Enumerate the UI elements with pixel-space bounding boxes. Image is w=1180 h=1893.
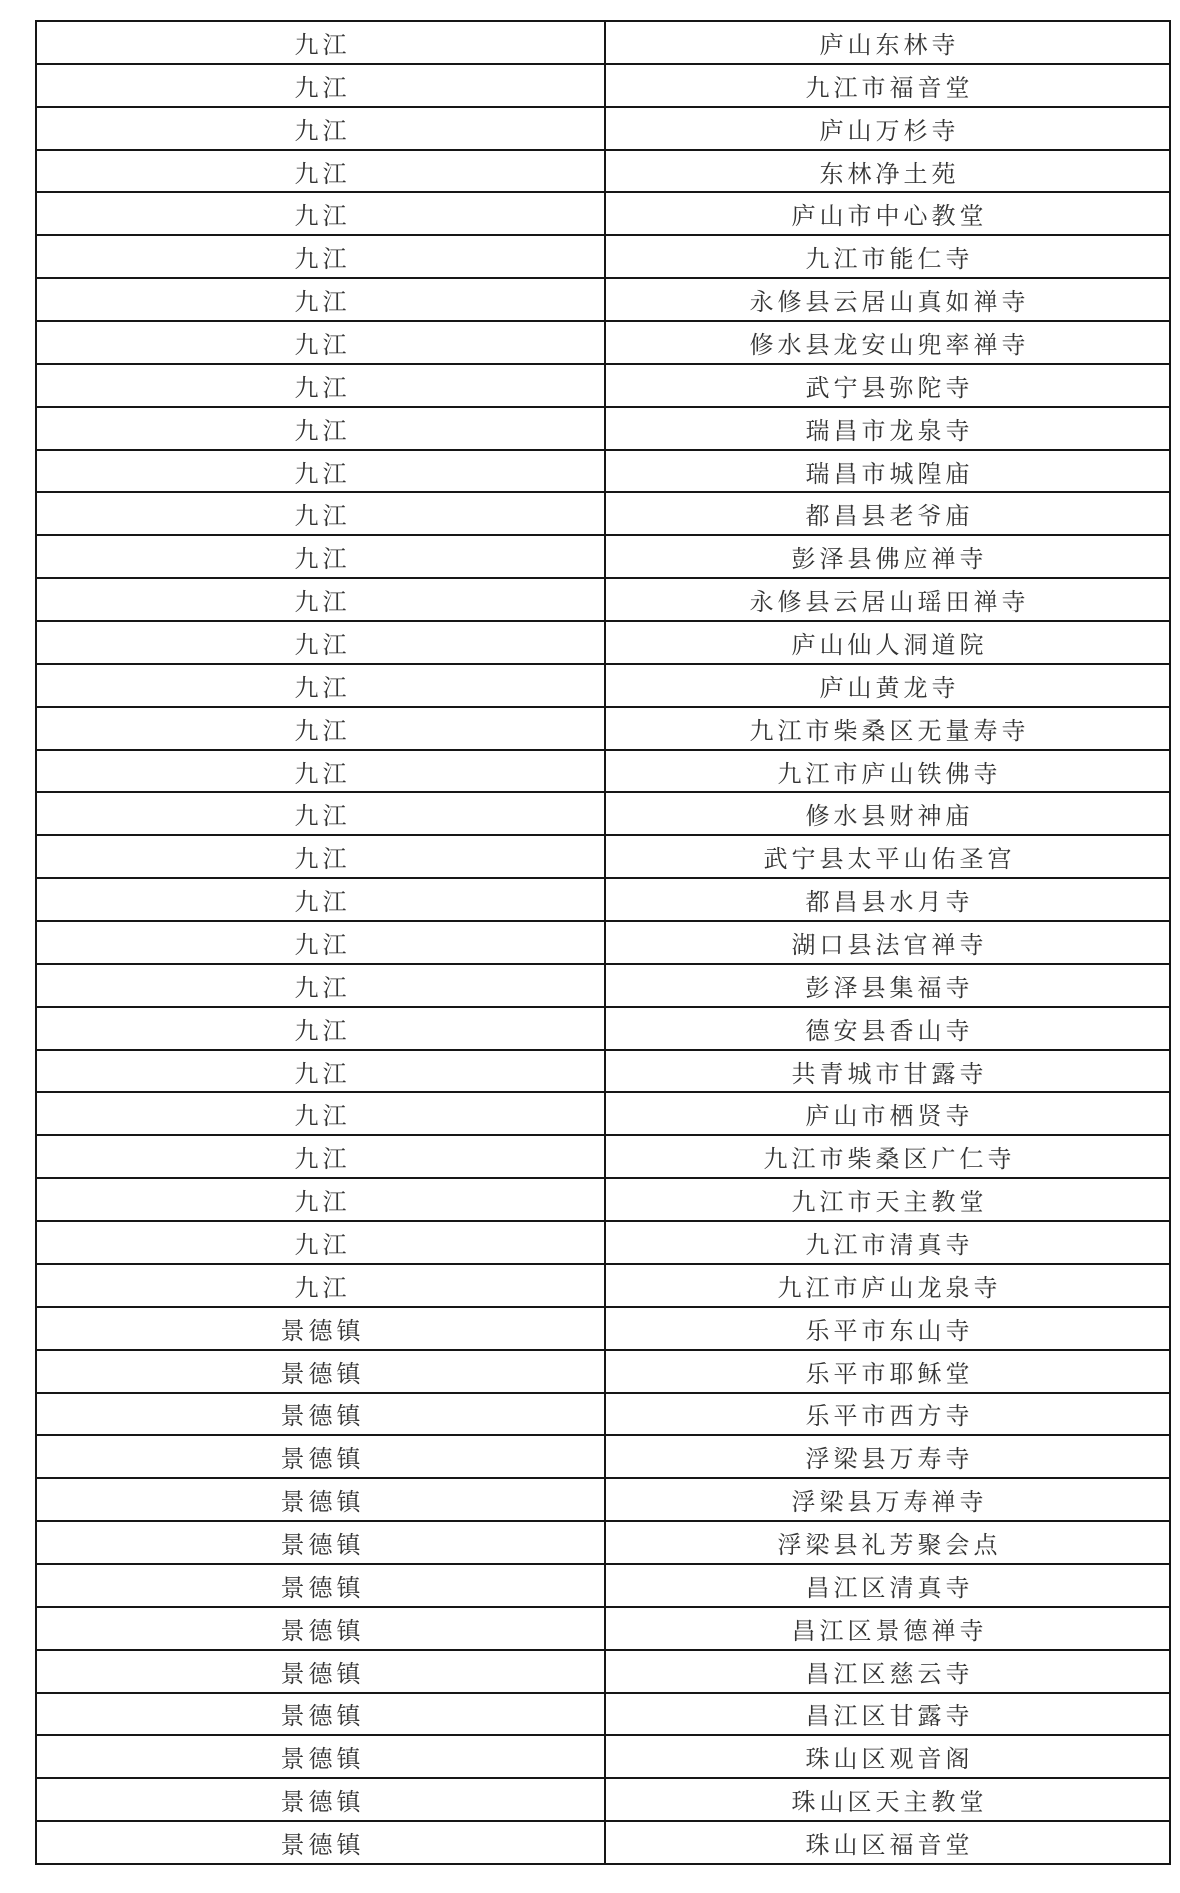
site-cell: 珠山区观音阁: [805, 1747, 974, 1774]
site-cell: 都昌县老爷庙: [805, 504, 974, 531]
city-cell: 九江: [37, 365, 606, 406]
city-cell: 景德镇: [37, 1694, 606, 1735]
site-cell: 瑞昌市龙泉寺: [805, 418, 974, 445]
site-cell: 都昌县水月寺: [805, 890, 974, 917]
site-cell: 九江市清真寺: [805, 1232, 974, 1259]
table-row: [37, 1477, 1169, 1520]
site-cell: 乐平市耶稣堂: [805, 1361, 974, 1388]
city-cell: 九江: [37, 536, 606, 577]
table-row: [37, 1306, 1169, 1349]
site-cell: 昌江区甘露寺: [805, 1704, 974, 1731]
table-row: [37, 191, 1169, 234]
table-row: [37, 663, 1169, 706]
table-row: [37, 1049, 1169, 1092]
table-row: [37, 406, 1169, 449]
table-row: [37, 963, 1169, 1006]
table-row: [37, 534, 1169, 577]
site-cell: 武宁县太平山佑圣宫: [763, 847, 1016, 874]
table-row: [37, 1434, 1169, 1477]
table-row: [37, 877, 1169, 920]
city-cell: 九江: [37, 965, 606, 1006]
city-cell: 景德镇: [37, 1651, 606, 1692]
table-row: [37, 1263, 1169, 1306]
city-cell: 九江: [37, 151, 606, 192]
site-cell: 彭泽县佛应禅寺: [791, 547, 988, 574]
religious-sites-table: [35, 20, 1171, 1865]
table-row: [37, 706, 1169, 749]
site-cell: 九江市柴桑区广仁寺: [763, 1147, 1016, 1174]
site-cell: 庐山市栖贤寺: [805, 1104, 974, 1131]
city-cell: 九江: [37, 1222, 606, 1263]
table-row: [37, 1820, 1169, 1863]
city-cell: 九江: [37, 922, 606, 963]
city-cell: 九江: [37, 1136, 606, 1177]
table-row: [37, 1649, 1169, 1692]
site-cell: 九江市福音堂: [805, 75, 974, 102]
site-cell: 武宁县弥陀寺: [805, 375, 974, 402]
table-row: [37, 277, 1169, 320]
site-cell: 九江市天主教堂: [791, 1190, 988, 1217]
city-cell: 九江: [37, 1179, 606, 1220]
city-cell: 景德镇: [37, 1436, 606, 1477]
site-cell: 浮梁县万寿禅寺: [791, 1490, 988, 1517]
city-cell: 九江: [37, 1265, 606, 1306]
site-cell: 九江市庐山铁佛寺: [777, 761, 1002, 788]
city-cell: 九江: [37, 1008, 606, 1049]
site-cell: 珠山区天主教堂: [791, 1790, 988, 1817]
table-row: [37, 234, 1169, 277]
site-cell: 庐山市中心教堂: [791, 204, 988, 231]
table-row: [37, 491, 1169, 534]
site-cell: 修水县财神庙: [805, 804, 974, 831]
city-cell: 景德镇: [37, 1308, 606, 1349]
table-row: [37, 834, 1169, 877]
city-cell: 九江: [37, 751, 606, 792]
city-cell: 景德镇: [37, 1779, 606, 1820]
table-row: [37, 1392, 1169, 1435]
site-cell: 德安县香山寺: [805, 1018, 974, 1045]
city-cell: 景德镇: [37, 1608, 606, 1649]
city-cell: 九江: [37, 579, 606, 620]
table-row: [37, 1220, 1169, 1263]
city-cell: 景德镇: [37, 1351, 606, 1392]
table-row: [37, 1520, 1169, 1563]
city-cell: 景德镇: [37, 1736, 606, 1777]
city-cell: 九江: [37, 236, 606, 277]
site-cell: 庐山东林寺: [819, 32, 960, 59]
site-cell: 九江市庐山龙泉寺: [777, 1275, 1002, 1302]
table-row: [37, 1349, 1169, 1392]
city-cell: 景德镇: [37, 1565, 606, 1606]
city-cell: 九江: [37, 836, 606, 877]
table-row: [37, 620, 1169, 663]
city-cell: 九江: [37, 108, 606, 149]
site-cell: 昌江区景德禅寺: [791, 1618, 988, 1645]
table-row: [37, 320, 1169, 363]
site-cell: 永修县云居山真如禅寺: [749, 290, 1030, 317]
site-cell: 修水县龙安山兜率禅寺: [749, 332, 1030, 359]
site-cell: 九江市柴桑区无量寿寺: [749, 718, 1030, 745]
site-cell: 乐平市西方寺: [805, 1404, 974, 1431]
table-row: [37, 577, 1169, 620]
city-cell: 景德镇: [37, 1394, 606, 1435]
table-row: [37, 63, 1169, 106]
city-cell: 九江: [37, 493, 606, 534]
city-cell: 九江: [37, 793, 606, 834]
city-cell: 九江: [37, 193, 606, 234]
site-cell: 湖口县法官禅寺: [791, 932, 988, 959]
city-cell: 景德镇: [37, 1822, 606, 1863]
table-row: [37, 149, 1169, 192]
site-cell: 东林净土苑: [819, 161, 960, 188]
table-row: [37, 1177, 1169, 1220]
city-cell: 九江: [37, 322, 606, 363]
city-cell: 九江: [37, 408, 606, 449]
city-cell: 九江: [37, 622, 606, 663]
table-row: [37, 920, 1169, 963]
table-row: [37, 1777, 1169, 1820]
city-cell: 九江: [37, 1093, 606, 1134]
table-row: [37, 1563, 1169, 1606]
site-cell: 庐山黄龙寺: [819, 675, 960, 702]
table-row: [37, 1134, 1169, 1177]
table-row: [37, 22, 1169, 63]
city-cell: 九江: [37, 879, 606, 920]
site-cell: 彭泽县集福寺: [805, 975, 974, 1002]
site-cell: 昌江区清真寺: [805, 1575, 974, 1602]
table-row: [37, 1692, 1169, 1735]
table-row: [37, 449, 1169, 492]
site-cell: 共青城市甘露寺: [791, 1061, 988, 1088]
table-row: [37, 1091, 1169, 1134]
table-row: [37, 1006, 1169, 1049]
site-cell: 乐平市东山寺: [805, 1318, 974, 1345]
city-cell: 九江: [37, 708, 606, 749]
site-cell: 庐山万杉寺: [819, 118, 960, 145]
city-cell: 九江: [37, 665, 606, 706]
city-cell: 九江: [37, 279, 606, 320]
table-row: [37, 749, 1169, 792]
site-cell: 永修县云居山瑶田禅寺: [749, 590, 1030, 617]
city-cell: 九江: [37, 1051, 606, 1092]
table-row: [37, 363, 1169, 406]
table-row: [37, 106, 1169, 149]
site-cell: 庐山仙人洞道院: [791, 632, 988, 659]
city-cell: 九江: [37, 451, 606, 492]
site-cell: 浮梁县礼芳聚会点: [777, 1533, 1002, 1559]
site-cell: 浮梁县万寿寺: [805, 1447, 974, 1474]
city-cell: 景德镇: [37, 1522, 606, 1563]
site-cell: 瑞昌市城隍庙: [805, 461, 974, 488]
city-cell: 九江: [37, 22, 606, 63]
city-cell: 景德镇: [37, 1479, 606, 1520]
site-cell: 珠山区福音堂: [805, 1833, 974, 1860]
city-cell: 九江: [37, 65, 606, 106]
site-cell: 昌江区慈云寺: [805, 1661, 974, 1688]
site-cell: 九江市能仁寺: [805, 247, 974, 274]
table-row: [37, 791, 1169, 834]
table-row: [37, 1734, 1169, 1777]
table-row: [37, 1606, 1169, 1649]
